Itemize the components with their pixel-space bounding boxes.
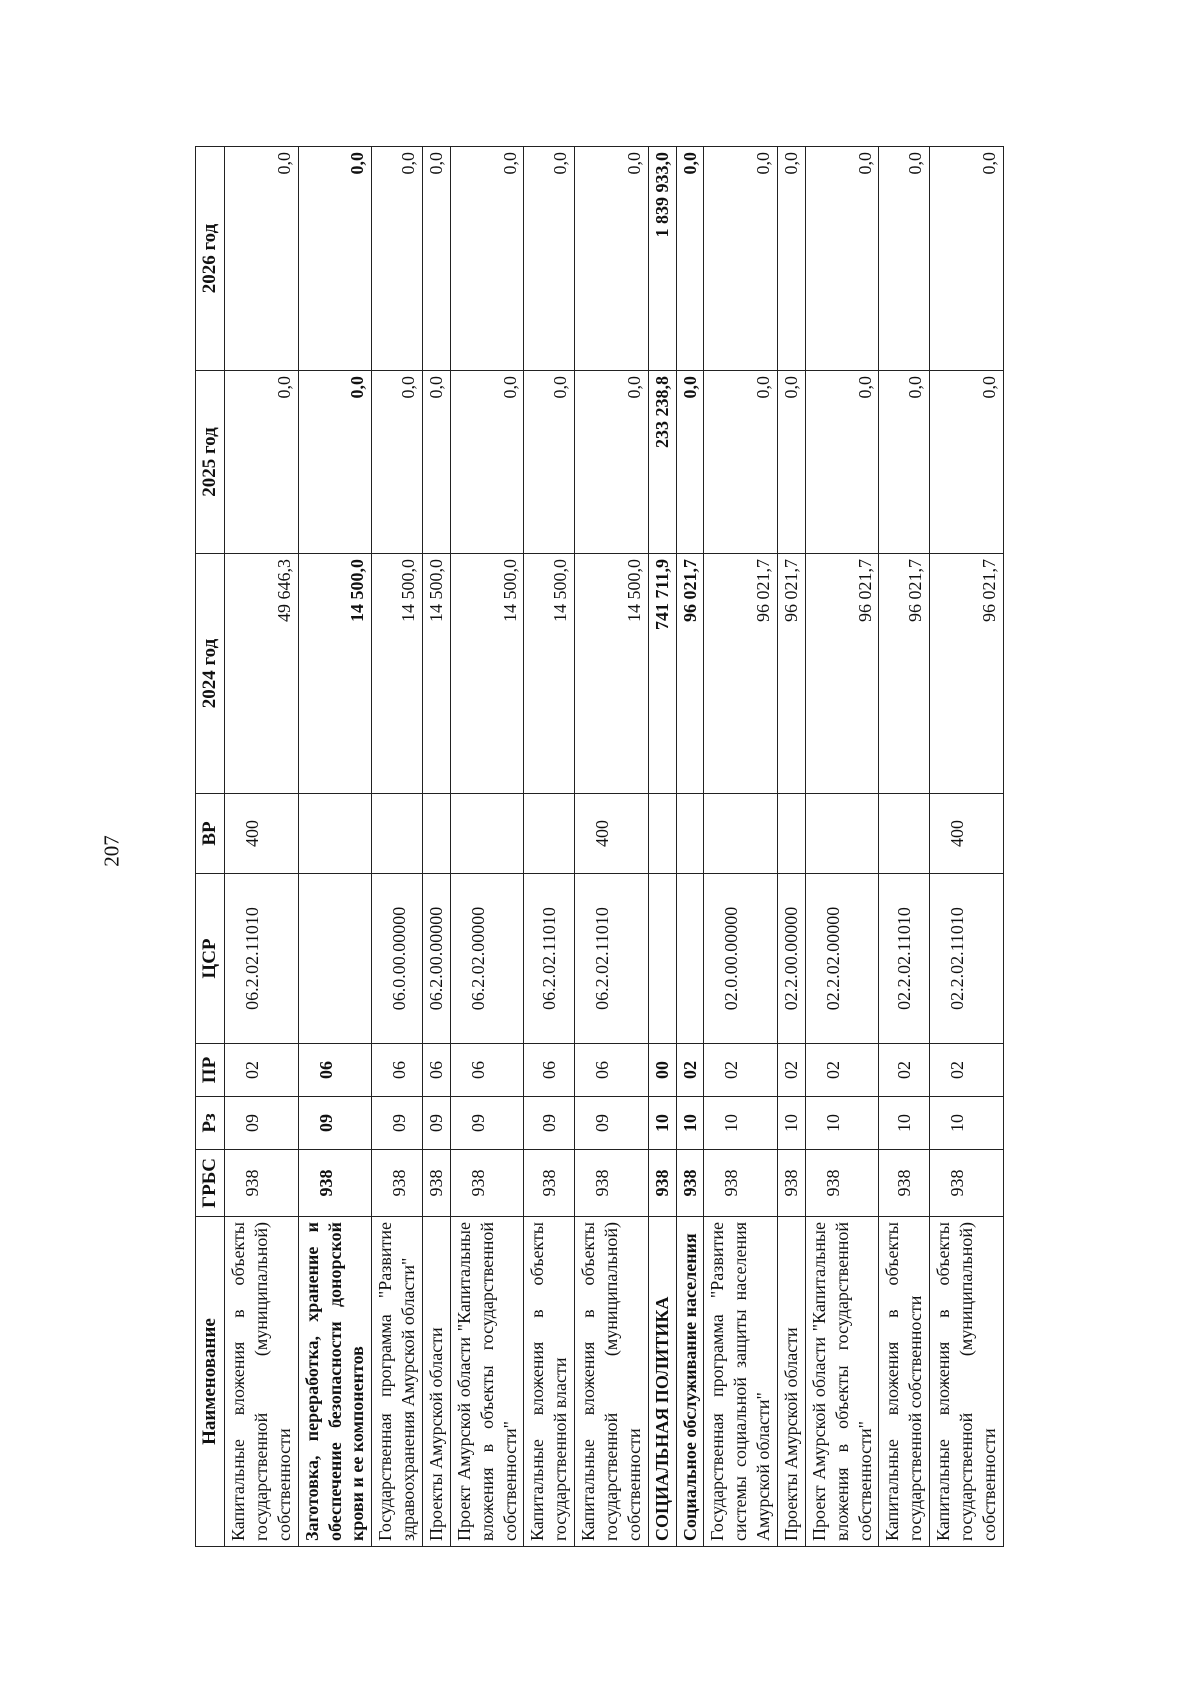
row-csr: 02.2.02.11010 [879,874,930,1044]
row-vr [298,794,372,874]
row-2025: 0,0 [930,371,1004,554]
row-pr: 02 [930,1044,1004,1097]
row-vr [524,794,575,874]
table-row [676,147,704,1547]
row-csr: 06.0.00.00000 [372,874,423,1044]
row-pr: 02 [879,1044,930,1097]
header-rz: Рз [196,1097,225,1150]
table-row [704,147,778,1547]
table-row [298,147,372,1547]
row-grbs: 938 [372,1150,423,1217]
row-2025: 0,0 [676,371,704,554]
row-vr: 400 [225,794,299,874]
table-row [805,147,879,1547]
row-grbs: 938 [805,1150,879,1217]
row-rz: 09 [372,1097,423,1150]
row-grbs: 938 [423,1150,451,1217]
row-name: Капитальные вложения в объекты государственной (муниципальной) собственности [225,1217,299,1547]
row-pr: 02 [704,1044,778,1097]
row-2026: 0,0 [805,147,879,371]
row-2025: 0,0 [575,371,649,554]
table-row [930,147,1004,1547]
row-grbs: 938 [298,1150,372,1217]
row-pr: 06 [298,1044,372,1097]
row-vr [879,794,930,874]
row-rz: 09 [225,1097,299,1150]
header-csr: ЦСР [196,874,225,1044]
row-csr: 06.2.00.00000 [423,874,451,1044]
row-grbs: 938 [225,1150,299,1217]
table-header-row [196,147,225,1547]
row-2026: 0,0 [450,147,524,371]
row-pr: 02 [225,1044,299,1097]
row-name: Капитальные вложения в объекты государственной власти [524,1217,575,1547]
row-rz: 09 [423,1097,451,1150]
row-rz: 09 [575,1097,649,1150]
row-vr [450,794,524,874]
header-vr: ВР [196,794,225,874]
row-2025: 0,0 [704,371,778,554]
table-row [879,147,930,1547]
row-2024: 96 021,7 [704,554,778,794]
header-2026: 2026 год [196,147,225,371]
row-csr [648,874,676,1044]
row-name: Капитальные вложения в объекты государственной (муниципальной) собственности [930,1217,1004,1547]
row-vr [676,794,704,874]
table-row [372,147,423,1547]
row-name: Государственная программа "Развитие системы социальной защиты населения Амурской области" [704,1217,778,1547]
row-name: Государственная программа "Развитие здравоохранения Амурской области" [372,1217,423,1547]
header-name: Наименование [196,1217,225,1547]
header-grbs: ГРБС [196,1150,225,1217]
row-rz: 10 [805,1097,879,1150]
table-row [225,147,299,1547]
row-2026: 0,0 [225,147,299,371]
row-pr: 06 [524,1044,575,1097]
budget-table [195,146,1004,1547]
row-grbs: 938 [704,1150,778,1217]
row-name: Проект Амурской области "Капитальные вложения в объекты государственной собственности" [805,1217,879,1547]
row-vr [423,794,451,874]
row-rz: 10 [930,1097,1004,1150]
row-2024: 14 500,0 [372,554,423,794]
row-2025: 233 238,8 [648,371,676,554]
row-grbs: 938 [778,1150,806,1217]
row-2024: 14 500,0 [298,554,372,794]
row-2024: 96 021,7 [805,554,879,794]
row-2026: 0,0 [298,147,372,371]
row-2026: 0,0 [930,147,1004,371]
row-vr: 400 [930,794,1004,874]
row-grbs: 938 [648,1150,676,1217]
row-2024: 741 711,9 [648,554,676,794]
row-pr: 02 [778,1044,806,1097]
row-rz: 09 [450,1097,524,1150]
row-grbs: 938 [450,1150,524,1217]
row-name: Социальное обслуживание населения [676,1217,704,1547]
row-2025: 0,0 [778,371,806,554]
row-2025: 0,0 [423,371,451,554]
row-2024: 96 021,7 [930,554,1004,794]
row-2024: 96 021,7 [778,554,806,794]
row-csr: 02.0.00.00000 [704,874,778,1044]
row-2025: 0,0 [879,371,930,554]
row-vr [648,794,676,874]
row-name: Проекты Амурской области [423,1217,451,1547]
row-2025: 0,0 [372,371,423,554]
row-2025: 0,0 [524,371,575,554]
row-grbs: 938 [575,1150,649,1217]
row-2026: 0,0 [524,147,575,371]
row-csr: 02.2.00.00000 [778,874,806,1044]
row-vr [704,794,778,874]
table-row [423,147,451,1547]
row-2025: 0,0 [805,371,879,554]
rotated-table-container [195,147,999,1547]
row-pr: 06 [450,1044,524,1097]
row-pr: 06 [575,1044,649,1097]
row-2026: 1 839 933,0 [648,147,676,371]
header-2024: 2024 год [196,554,225,794]
row-name: СОЦИАЛЬНАЯ ПОЛИТИКА [648,1217,676,1547]
row-2026: 0,0 [676,147,704,371]
row-csr: 06.2.02.11010 [524,874,575,1044]
row-2024: 14 500,0 [423,554,451,794]
row-2026: 0,0 [372,147,423,371]
row-csr [298,874,372,1044]
row-2024: 14 500,0 [450,554,524,794]
row-2026: 0,0 [778,147,806,371]
row-2025: 0,0 [450,371,524,554]
table-row [778,147,806,1547]
row-grbs: 938 [524,1150,575,1217]
row-2026: 0,0 [423,147,451,371]
row-name: Капитальные вложения в объекты государственной (муниципальной) собственности [575,1217,649,1547]
row-2024: 49 646,3 [225,554,299,794]
table-row [524,147,575,1547]
row-grbs: 938 [676,1150,704,1217]
table-row [575,147,649,1547]
row-pr: 00 [648,1044,676,1097]
row-name: Проект Амурской области "Капитальные вложения в объекты государственной собственности" [450,1217,524,1547]
row-csr: 02.2.02.11010 [930,874,1004,1044]
row-rz: 09 [524,1097,575,1150]
row-csr [676,874,704,1044]
row-rz: 10 [648,1097,676,1150]
row-pr: 02 [805,1044,879,1097]
row-2024: 96 021,7 [879,554,930,794]
row-rz: 10 [778,1097,806,1150]
row-rz: 10 [879,1097,930,1150]
table-row [450,147,524,1547]
table-row [648,147,676,1547]
row-name: Заготовка, переработка, хранение и обеспечение безопасности донорской крови и ее компонентов [298,1217,372,1547]
row-2025: 0,0 [225,371,299,554]
row-2026: 0,0 [704,147,778,371]
row-pr: 02 [676,1044,704,1097]
row-2024: 14 500,0 [524,554,575,794]
row-2026: 0,0 [575,147,649,371]
row-vr [372,794,423,874]
row-pr: 06 [372,1044,423,1097]
page-number: 207 [99,835,124,867]
row-rz: 09 [298,1097,372,1150]
row-csr: 02.2.02.00000 [805,874,879,1044]
row-rz: 10 [676,1097,704,1150]
header-2025: 2025 год [196,371,225,554]
row-2024: 14 500,0 [575,554,649,794]
row-vr [805,794,879,874]
row-csr: 06.2.02.00000 [450,874,524,1044]
row-name: Капитальные вложения в объекты государственной собственности [879,1217,930,1547]
row-grbs: 938 [930,1150,1004,1217]
row-vr [778,794,806,874]
row-2025: 0,0 [298,371,372,554]
row-2024: 96 021,7 [676,554,704,794]
row-name: Проекты Амурской области [778,1217,806,1547]
row-csr: 06.2.02.11010 [225,874,299,1044]
row-grbs: 938 [879,1150,930,1217]
row-vr: 400 [575,794,649,874]
row-rz: 10 [704,1097,778,1150]
row-pr: 06 [423,1044,451,1097]
row-2026: 0,0 [879,147,930,371]
row-csr: 06.2.02.11010 [575,874,649,1044]
header-pr: ПР [196,1044,225,1097]
